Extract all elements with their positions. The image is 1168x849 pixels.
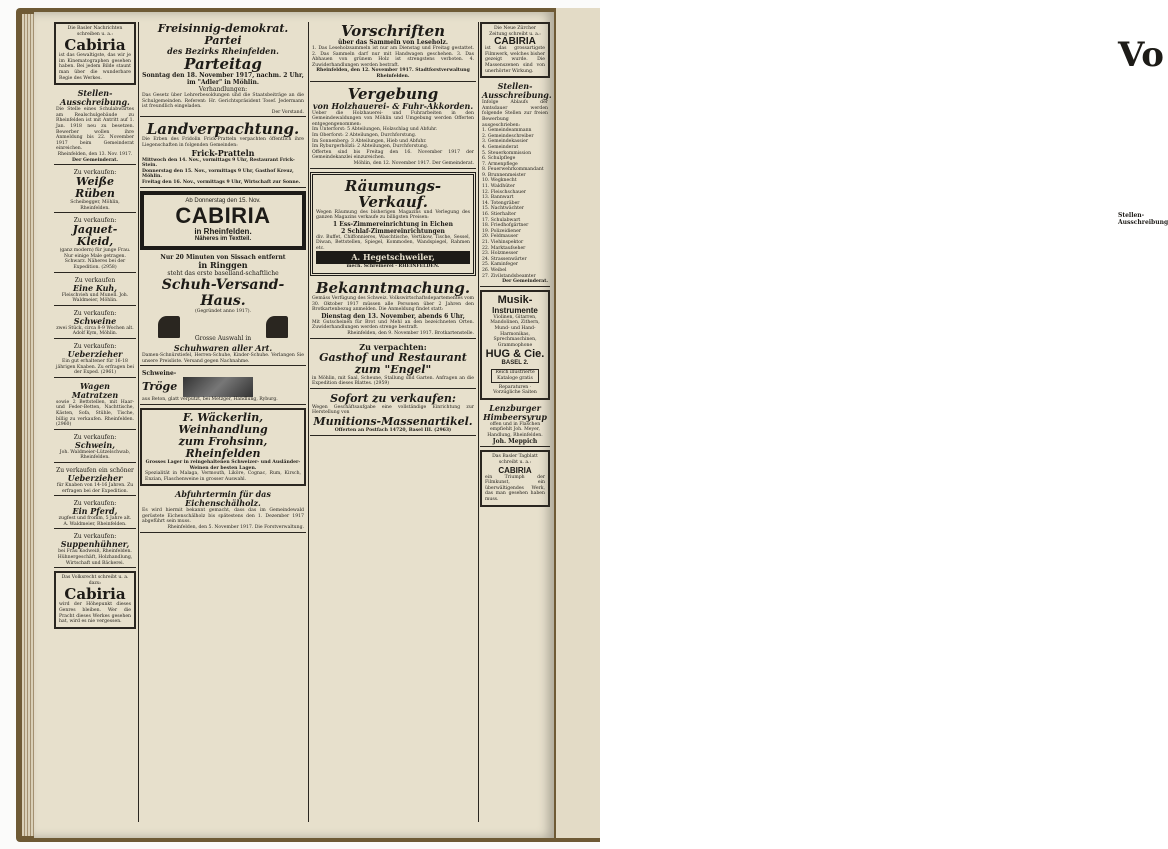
ad-title: Ueberzieher	[67, 349, 123, 360]
ad-body: sowie 2 Bettstellen, mit Haar- und Feder-Betten, Nachttische, Kästen, Sofa, Stühle, Tische, billig zu verkaufen. Rheinfelden. (2960)	[56, 399, 134, 428]
ad-signature: Möhlin, den 12. November 1917. Der Gemeinderat.	[353, 160, 474, 166]
facing-page-heading: Stellen- Ausschreibung	[1118, 212, 1168, 226]
ad-body: div. Buffet, Chiffonnieres, Waschtische, Vertikow, Tische, Sessel, Diwan, Bettstellen, Spiegel, Kommoden, Wandspiegel, Rahmen etc.	[316, 234, 470, 251]
position-item: 1. Gemeindeammann	[482, 128, 532, 134]
ad-subtitle: über das Sammeln von Leseholz.	[338, 39, 448, 46]
ad-body: Die Stelle eines Schulabwartes am Realschulgebäude zu Rheinfelden ist mit Antritt auf 1. Jan. 1918 neu zu besetzen. Bewerber wollen ihre Anmeldung bis 22. November 1917 beim Gemeinderat einreichen.	[56, 107, 134, 152]
ad-subtitle: Instrumente	[492, 305, 538, 315]
ad-body: Offerten sind bis Freitag den 16. November 1917 der Gemeindekanzlei einzureichen.	[312, 149, 474, 161]
ad-body: zwei Stück, circa 8-9 Wochen alt. Adolf Kym, Möhlin.	[56, 325, 134, 337]
ad-cabiria-tagblatt	[480, 450, 550, 506]
ad-pre: Zu verkaufen:	[73, 433, 117, 441]
ad-body: Violinen, Gitarren, Mandolinen, Zithern, Mund- und Hand-Harmonikas, Sprechmaschinen, Grammophone	[490, 314, 540, 348]
position-item: 11. Waldhüter	[482, 184, 515, 190]
ad-title: Vorschriften	[340, 22, 446, 40]
ad-date: Ab Donnerstag den 15. Nov.	[185, 197, 261, 204]
ad-title: Suppenhühner,	[60, 539, 130, 550]
position-item: 8. Feuerwehrkommandant	[482, 167, 544, 173]
ad-name: A. Hegetschweiler,	[316, 251, 470, 264]
column-rule	[138, 22, 139, 822]
ad-title: Gasthof und Restaurant	[319, 350, 467, 364]
ad-cabiria-main	[140, 191, 306, 250]
ad-date: Freitag den 16. Nov., vormittags 9 Uhr, Wirtschaft zur Sonne.	[142, 179, 301, 185]
page-edges	[22, 14, 34, 836]
position-item: 6. Schulpflege	[482, 156, 516, 162]
ad-pre: Zu verkaufen:	[73, 217, 117, 225]
position-item: 25. Kaminfeger	[482, 262, 518, 268]
ad-pre: Zu verkaufen:	[73, 309, 117, 317]
column-3	[310, 22, 476, 822]
ad-subtitle: von Holzhauerei- & Fuhr-Akkorden.	[312, 100, 474, 111]
ad-item: 2 Schlaf-Zimmereinrichtungen	[341, 227, 445, 235]
boot-icon	[266, 316, 288, 338]
ad-body: (ganz modern) für junge Frau. Nur einige Male getragen. Schwarz. Näheres bei der Expedition. (2958)	[59, 248, 131, 271]
ad-schweine	[54, 309, 136, 339]
ad-trade: mech. Schreinerei · RHEINFELDEN.	[346, 264, 440, 270]
ad-place: in Ringgen	[198, 259, 248, 270]
ad-pre: Schweine-	[142, 370, 177, 378]
ad-title: Jaquet-Kleid,	[72, 223, 118, 249]
position-item: 4. Gemeinderat	[482, 144, 519, 150]
ad-place: zum Frohsinn, Rheinfelden	[178, 434, 268, 460]
ad-pre: Zu verpachten:	[359, 341, 427, 352]
ad-name: zum "Engel"	[354, 362, 432, 376]
ad-pre: Zu verkaufen:	[73, 343, 117, 351]
ad-pre: Die Neue Zürcher Zeitung schreibt u. a.:	[489, 26, 541, 37]
ad-signature: Rheinfelden, den 12. November 1917. Stadtforstverwaltung Rheinfelden.	[316, 68, 470, 79]
ad-date: Mittwoch den 14. Nov., vormittags 9 Uhr, Restaurant Frick-Stein.	[142, 157, 295, 169]
ad-body: Mit Gutscheinen für Brot und Mehl an den bezeichneten Orten. Zuwiderhandlungen werden strenge bestraft.	[312, 319, 474, 331]
position-item: 14. Totengräber	[482, 200, 520, 206]
position-item: 12. Fleischschauer	[482, 189, 526, 195]
ad-body: in Möhlin, mit Saal, Scheune, Stallung und Garten. Anfragen an die Expedition dieses Blattes. (2959)	[312, 375, 474, 387]
ad-list-item: Im Ryburgerhölzli: 2 Abteilungen, Durchforstung.	[312, 144, 429, 150]
position-item: 24. Strassenwärter	[482, 256, 527, 262]
ad-cabiria-zuercher	[480, 22, 550, 78]
ad-note: Reparaturen · Vorzügliche Saiten	[493, 384, 537, 396]
ad-body: Die Erben des Fridolin Frick-Pratteln verpachten öffentlich ihre Liegenschaften in folgenden Gemeinden:	[142, 137, 304, 148]
ad-title: Eine Kuh,	[72, 282, 118, 293]
ad-pferd	[54, 499, 136, 529]
ad-bekanntmachung	[310, 279, 476, 339]
ad-title: Abfuhrtermin für das Eichenschälholz.	[175, 489, 271, 509]
ad-schuh-versand	[140, 253, 306, 367]
column-rule	[478, 22, 479, 822]
ad-vorschriften	[310, 22, 476, 82]
ad-date: Rheinfelden, den 13. Nov. 1917.	[57, 151, 133, 157]
position-item: 17. Schulabwart	[482, 217, 521, 223]
ad-body: für Knaben von 14-16 Jahren. Zu erfragen bei der Expedition.	[56, 482, 134, 494]
ad-cabiria-volksrecht	[54, 571, 136, 629]
ad-schwein	[54, 433, 136, 463]
ad-body: Spezialität in Malaga, Vermouth, Liköre, Cognac, Rum, Kirsch, Enzian, Flaschenweine in grosser Auswahl.	[145, 471, 301, 482]
ad-body: ist das Gewaltigste, das wir je im Kinematographen gesehen haben. Bei jedem Bilde staunt man über die wunderbare Regie des Werkes.	[59, 53, 131, 81]
ad-musik	[480, 290, 550, 400]
ad-body: Infolge Ablaufs der Amtsdauer werden folgende Stellen zur freien Bewerbung ausgeschrieben:	[482, 100, 548, 128]
ad-kleid	[54, 216, 136, 272]
ad-note: Reich illustrierte Kataloge gratis	[491, 369, 539, 382]
ad-troege	[140, 369, 306, 405]
trough-image	[183, 377, 253, 397]
ad-title: Tröge	[142, 380, 178, 394]
facing-page	[556, 8, 1168, 838]
ad-list-item: Im Unterforst: 5 Abteilungen, Holzschlag und Abfuhr.	[312, 127, 438, 133]
ad-signature: Rheinfelden, den 9. November 1917. Brotkartenstelle.	[347, 331, 474, 337]
ad-headline: Munitions-Massenartikel.	[313, 415, 473, 428]
ad-signature: Der Vorstand.	[271, 109, 304, 115]
ad-raeumungsverkauf	[310, 172, 476, 277]
ad-himbeersyrup	[480, 403, 550, 448]
ad-list-item: Im Oberforst: 2 Abteilungen, Durchforstung.	[312, 132, 417, 138]
ad-pre: Zu verkaufen:	[73, 169, 117, 177]
ad-firm: HUG & Cie.	[485, 348, 545, 361]
ad-pre: Zu verkaufen:	[73, 500, 117, 508]
position-item: 16. Stierhalter	[482, 212, 517, 218]
position-item: 5. Steuerkommission	[482, 150, 532, 156]
position-list	[482, 128, 548, 279]
column-1	[54, 22, 136, 822]
position-item: 18. Friedhofgärtner	[482, 223, 529, 229]
ad-item: 1 Ess-Zimmereinrichtung in Eichen	[333, 220, 453, 228]
ad-landverpachtung	[140, 120, 306, 187]
ad-title: Lenzburger Himbeersyrup	[483, 402, 547, 422]
ad-body: Ueber die Holzhauerei- und Fuhrarbeiten in den Gemeindewaldungen von Möhlin und Umgebung werden Offerten entgegengenommen:	[312, 110, 474, 127]
ad-place: in Rheinfelden.	[194, 226, 252, 236]
ad-city: BASEL 2.	[501, 360, 529, 367]
ad-matratzen	[54, 381, 136, 430]
ad-signature: Der Gemeinderat.	[72, 157, 118, 163]
ad-stellen	[54, 88, 136, 165]
ad-body: wird der Höhepunkt dieses Genres bleiben. Wer die Pracht dieses Werkes gesehen hat, wird es nie vergessen.	[59, 602, 131, 625]
ad-title: Sofort zu verkaufen:	[330, 391, 456, 405]
ad-text: Grosse Auswahl in	[194, 335, 252, 343]
ad-signature: Rheinfelden, den 5. November 1917. Die Forstverwaltung.	[167, 525, 304, 531]
position-item: 10. Wegknecht	[482, 178, 517, 184]
position-item: 9. Brunnenmeister	[482, 172, 526, 178]
ad-pre: steht das erste baselland-schaftliche	[167, 269, 279, 277]
ad-pre: Zu verkaufen:	[73, 533, 117, 541]
ad-pre: Zu verkaufen	[74, 276, 116, 284]
ad-pre: Zu verkaufen ein schöner	[56, 466, 134, 474]
ad-eichenschaelholz	[140, 489, 306, 532]
position-item: 27. Zivilstandsbeamter	[482, 273, 536, 279]
ad-title: CABIRIA	[494, 36, 536, 48]
column-rule	[308, 22, 309, 822]
ad-cabiria-basler	[54, 22, 136, 85]
ad-date: Sonntag den 18. November 1917, nachm. 2 Uhr, im "Adler" in Möhlin.	[142, 72, 304, 86]
ad-pre: Die Basler Nachrichten schreiben u. a.:	[67, 26, 123, 37]
ad-title: Ueberzieher	[67, 472, 123, 483]
ad-stellen-liste	[480, 81, 550, 287]
ad-item: Schuhwaren aller Art.	[173, 343, 273, 354]
ad-body: Fleischvieh und Munell. Joh. Waldmeier, Möhlin.	[61, 292, 129, 304]
ad-title: Ein Pferd,	[72, 506, 118, 517]
facing-page-headline: Vo	[1118, 35, 1164, 75]
ad-body: Ein gut erhaltener für 16-18 jährigen Knaben. Zu erfragen bei der Exped. (2961)	[56, 359, 134, 376]
ad-suppenhuehner	[54, 532, 136, 568]
ad-body: Wegen Räumung des bisherigen Magazins und Verlegung des ganzen Magazins verkaufe zu billigsten Preisen:	[316, 209, 470, 221]
ad-vergebung	[310, 85, 476, 169]
ad-title: Vergebung	[347, 84, 439, 103]
ad-body: Gemäss Verfügung des Schweiz. Volkswirtschaftsdepartementes vom 30. Oktober 1917 müssen alle Personen über 2 Jahren den Brotkartenbezug anmelden. Die Anmeldung findet statt:	[312, 296, 474, 313]
ad-body: Das Gesetz über Lehrerbesoldungen und die Staatsbeiträge an die Schulgemeinden. Referent: Hr. Gerichtspräsident Tosef. Jedermann ist freundlich eingeladen.	[142, 93, 304, 110]
ad-ueberzieher-2	[54, 466, 136, 496]
ad-subtitle: des Bezirks Rheinfelden.	[167, 46, 279, 56]
ad-body: Damen-Schnürstiefel, Herren-Schuhe, Kinder-Schuhe. Verlangen Sie unsere Preisliste. Versand gegen Nachnahme.	[142, 353, 304, 364]
ad-body: bei Frau Kodweiß, Rheinfelden. Hühnergeschäft, Holzhandlung, Wirtschaft und Bäckerei.	[57, 549, 133, 566]
ad-title: Schweine	[73, 315, 117, 326]
position-item: 26. Weibel	[482, 267, 507, 273]
ad-body: Scheibegger, Möhlin, Rheinfelden.	[70, 200, 120, 211]
position-item: 19. Polizeidiener	[482, 228, 521, 234]
ad-title: Cabiria	[64, 36, 126, 55]
ad-date: Dienstag den 13. November, abends 6 Uhr,	[321, 312, 465, 320]
ad-subtitle: Grosses Lager in reingehaltenen Schweizer- und Ausländer-Weinen der besten Lagen.	[145, 459, 301, 471]
position-item: 2. Gemeindeschreiber	[482, 133, 534, 139]
ad-pre: Nur 20 Minuten von Sissach entfernt	[160, 253, 286, 261]
position-item: 22. Marktaufseher	[482, 245, 526, 251]
ad-title: Landverpachtung.	[146, 120, 300, 139]
ad-pre: Das Basler Tagblatt schreibt u. a.:	[492, 454, 538, 466]
ad-weinhandlung	[140, 408, 306, 486]
ad-body: offen und in Flaschen empfiehlt Joh. Meyer, Handlung, Rheinfelden.	[487, 421, 543, 438]
ad-headline: Parteitag	[184, 55, 262, 73]
ad-signature: Der Gemeinderat.	[502, 279, 548, 285]
ad-list-item: Im Sonnenberg: 3 Abteilungen, Hieb und Abfuhr.	[312, 138, 427, 144]
position-item: 13. Bannwart	[482, 195, 514, 201]
ad-title: Stellen-Ausschreibung.	[482, 81, 552, 101]
ad-title: Musik-	[497, 293, 533, 306]
ad-kuh	[54, 276, 136, 306]
ad-gasthof-engel	[310, 342, 476, 389]
ad-title: Stellen-Ausschreibung.	[60, 88, 130, 108]
ad-signature: Offerten an Postfach 14720, Basel III. (2963)	[334, 428, 452, 433]
ad-subtitle: (Gegründet anno 1917).	[194, 308, 252, 314]
ad-name: Joh. Meppich	[492, 438, 538, 446]
column-2	[140, 22, 306, 822]
ad-rueben	[54, 168, 136, 213]
ad-parteitag	[140, 22, 306, 117]
ad-body: zugfest und fromm, 5 Jahre alt. A. Waldmeier, Rheinfelden.	[58, 516, 132, 527]
position-item: 23. Holzmesser	[482, 251, 519, 257]
ad-title: Weiße Rüben	[75, 175, 115, 201]
boot-icon	[158, 316, 180, 338]
position-item: 15. Nachtwächter	[482, 206, 524, 212]
ad-title: CABIRIA	[498, 465, 532, 475]
ad-title: Freisinnig-demokrat. Partei	[157, 22, 289, 47]
ad-body: Es wird hiermit bekannt gemacht, dass das im Gemeindewald gerüstete Eichenschälholz bis spätestens den 1. Dezember 1917 abgeführt sein muss.	[142, 508, 304, 525]
ad-title: Räumungs-Verkauf.	[344, 176, 442, 211]
position-item: 21. Viehinspektor	[482, 240, 524, 245]
ad-date: Donnerstag den 15. Nov., vormittags 9 Uhr, Gasthof Kreuz, Möhlin.	[142, 168, 294, 180]
ad-title: Cabiria	[64, 585, 126, 604]
ad-agenda-heading: Verhandlungen:	[198, 86, 248, 93]
ad-body: ist das grossartigste Filmwerk, welches bisher gezeigt wurde. Die Massenszenen sind von unerhörter Wirkung.	[485, 46, 545, 74]
ad-pre: Das Volksrecht schreibt u. a. dazu:	[61, 575, 129, 586]
ad-title: Schuh-Versand-Haus.	[161, 276, 285, 309]
ad-ueberzieher	[54, 342, 136, 378]
ad-body: Wegen Geschäftsaufgabe eine vollständige Einrichtung zur Herstellung von	[312, 404, 474, 416]
ad-name: Frick-Pratteln	[191, 147, 255, 158]
ad-munitions	[310, 392, 476, 436]
ad-title: Wagen Matratzen	[71, 380, 119, 400]
ad-title: Bekanntmachung.	[315, 279, 471, 298]
ad-body: ein Triumph der Filmkunst, ein überwältigendes Werk, das man gesehen haben muss.	[485, 474, 545, 503]
position-item: 7. Armenpflege	[482, 161, 518, 167]
ad-title: CABIRIA	[175, 202, 271, 228]
ad-note: Näheres im Textteil.	[194, 235, 252, 242]
ad-body: 1. Das Leseholzsammeln ist nur am Dienstag und Freitag gestattet. 2. Das Sammeln darf nur mit Handwagen geschehen. 3. Das Abhauen von grünem Holz ist strengstens verboten. 4. Zuwiderhandlungen werden bestraft.	[312, 46, 474, 68]
column-4	[480, 22, 550, 822]
position-item: 20. Feldmauser	[482, 234, 519, 240]
ad-title: F. Wäckerlin, Weinhandlung	[178, 410, 268, 436]
ad-title: Schwein,	[74, 439, 116, 450]
ad-body: Joh. Waldmeier-Lützelschwab, Rheinfelden.	[59, 449, 131, 461]
ad-body: aus Beton, glatt verputzt, bei Metzger, Handlung, Ryburg.	[142, 397, 278, 403]
position-item: 3. Gemeindekassier	[482, 139, 529, 145]
